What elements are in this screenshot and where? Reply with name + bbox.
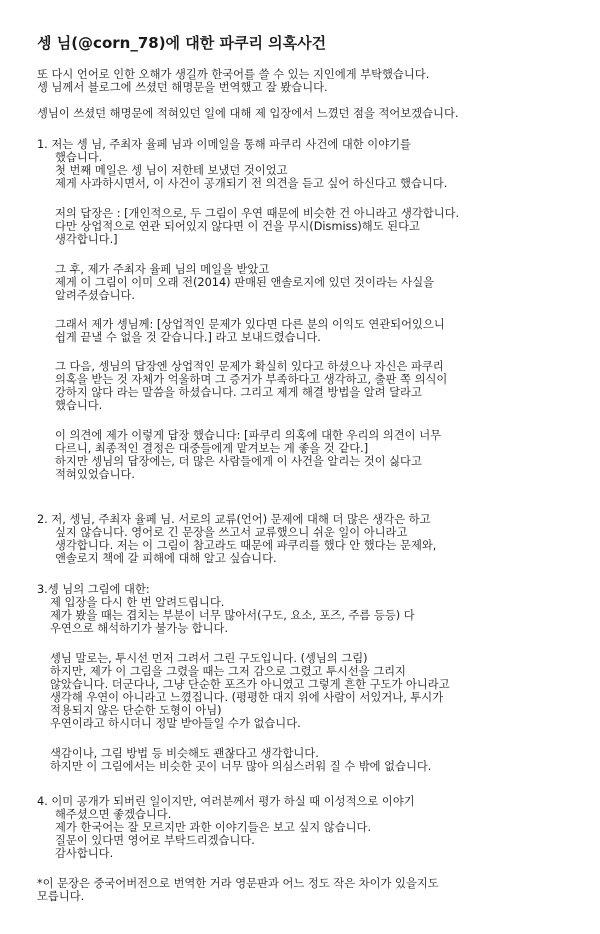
text-line: 그 다음, 셍님의 답장엔 상업적인 문제가 확실히 있다고 하셨으나 자신은 파쿠리 [55, 360, 444, 373]
text-line: 하지만 셍님의 답장에는, 더 많은 사람들에게 이 사건을 알리는 것이 싫다고 [55, 455, 422, 468]
text-line: 싶지 않습니다. 영어로 긴 문장을 쓰고서 교류했으니 쉬운 일이 아니라고 [55, 526, 408, 539]
text-line: 1. 저는 셍 님, 주최자 율페 님과 이메일을 통해 파쿠리 사건에 대한 이야기를 [37, 138, 411, 151]
text-line: 셍님 말로는, 투시선 먼저 그려서 그린 구도입니다. (셍님의 그림) [50, 652, 368, 665]
text-line: 셍님이 쓰셨던 해명문에 적혀있던 일에 대해 제 입장에서 느꼈던 점을 적어보겠습니다. [37, 107, 459, 120]
text-line: 모릅니다. [37, 890, 85, 903]
text-line: 또 다시 언어로 인한 오해가 생길까 한국어를 쓸 수 있는 지인에게 부탁했습니다. [37, 68, 430, 81]
text-line: 생각합니다. 저는 이 그림이 참고라도 때문에 파쿠리를 했다 안 했다는 문제와, [55, 539, 437, 552]
text-line: 생각합니다.] [55, 233, 118, 246]
text-line: 하지만, 제가 이 그림을 그렸을 때는 그저 감으로 그렸고 투시선을 그리지 [50, 665, 406, 678]
text-line: 셍 님께서 블로그에 쓰셨던 해명문을 번역했고 잘 봤습니다. [37, 81, 328, 94]
text-line: 앤솔로지 책에 갈 피해에 대해 알고 싶습니다. [55, 552, 277, 565]
text-line: 제가 한국어는 잘 모르지만 과한 이야기들은 보고 싶지 않습니다. [55, 821, 372, 834]
text-line: 저의 답장은 : [개인적으로, 두 그림이 우연 때문에 비슷한 건 아니라고 생각합니다. [55, 207, 460, 220]
text-line: 색감이나, 그림 방법 등 비슷해도 괜찮다고 생각합니다. [50, 747, 319, 760]
text-line: 의혹을 받는 것 자체가 억울하며 그 증거가 부족하다고 생각하고, 출판 쪽 의식이 [55, 373, 448, 386]
text-line: 적용되지 않은 단순한 도형이 아님) [50, 704, 222, 717]
text-line: 첫 번째 메일은 셍 님이 저한테 보냈던 것이었고 [55, 164, 288, 177]
text-line: 했습니다. [55, 399, 103, 412]
text-line: 그래서 제가 셍님께: [상업적인 문제가 있다면 다른 분의 이익도 연관되어있으니 [55, 318, 445, 331]
text-line: 그 후, 제가 주최자 율페 님의 메일을 받았고 [55, 263, 270, 276]
text-line: 해주셨으면 좋겠습니다. [55, 808, 172, 821]
text-line: 제가 봤을 때는 겹치는 부분이 너무 많아서(구도, 요소, 포즈, 주름 등등) 다 [50, 609, 415, 622]
text-line: 우연으로 해석하기가 불가능 합니다. [50, 622, 229, 635]
text-line: 우연이라고 하시더니 정말 받아들일 수가 없습니다. [50, 717, 301, 730]
text-line: 제게 이 그림이 이미 오래 전(2014) 판매된 앤솔로지에 있던 것이라는 사실을 [55, 276, 435, 289]
text-line: 2. 저, 셍님, 주최자 율페 님. 서로의 교류(언어) 문제에 대해 더 많은 생각은 하고 [37, 513, 431, 526]
text-line: 하지만 이 그림에서는 비슷한 곳이 너무 많아 의심스러워 질 수 밖에 없습니다. [50, 760, 432, 773]
text-line: 3.셍 님의 그림에 대한: [37, 583, 150, 596]
text-line: 다르니, 최종적인 결정은 대중들에게 맡겨보는 게 좋을 것 같다.] [55, 442, 369, 455]
text-line: 제게 사과하시면서, 이 사건이 공개되기 전 의견을 듣고 싶어 하신다고 했습니다. [55, 177, 448, 190]
page-title: 셍 님(@corn_78)에 대한 파쿠리 의혹사건 [37, 34, 327, 52]
text-line: 쉽게 끝낼 수 없을 것 같습니다.] 라고 보내드렸습니다. [55, 331, 321, 344]
text-line: 생각해 우연이 아니라고 느꼈집니다. (평평한 대지 위에 사람이 서있거나, 투시가 [50, 691, 444, 704]
text-line: 알려주셨습니다. [55, 289, 135, 302]
text-line: 했습니다. [55, 151, 103, 164]
text-line: 다만 상업적으로 연관 되어있지 않다면 이 건을 무시(Dismiss)해도 된다고 [55, 220, 420, 233]
text-line: *이 문장은 중국어버전으로 번역한 거라 영문판과 어느 정도 작은 차이가 있을지도 [37, 877, 439, 890]
text-line: 4. 이미 공개가 되버린 일이지만, 여러분께서 평가 하실 때 이성적으로 이야기 [37, 795, 415, 808]
text-line: 않았습니다. 더군다나, 그냥 단순한 포즈가 아니였고 그렇게 흔한 구도가 아니라고 [50, 678, 450, 691]
text-line: 감사합니다. [55, 847, 114, 860]
text-line: 질문이 있다면 영어로 부탁드리겠습니다. [55, 834, 255, 847]
text-line: 강하지 않다 라는 말씀을 하셨습니다. 그리고 제게 해결 방법을 알려 달라고 [55, 386, 422, 399]
text-line: 제 입장을 다시 한 번 알려드립니다. [50, 596, 225, 609]
text-line: 적혀있었습니다. [55, 468, 135, 481]
text-line: 이 의견에 제가 이렇게 답장 했습니다: [파쿠리 의혹에 대한 우리의 의견이 너무 [55, 429, 442, 442]
